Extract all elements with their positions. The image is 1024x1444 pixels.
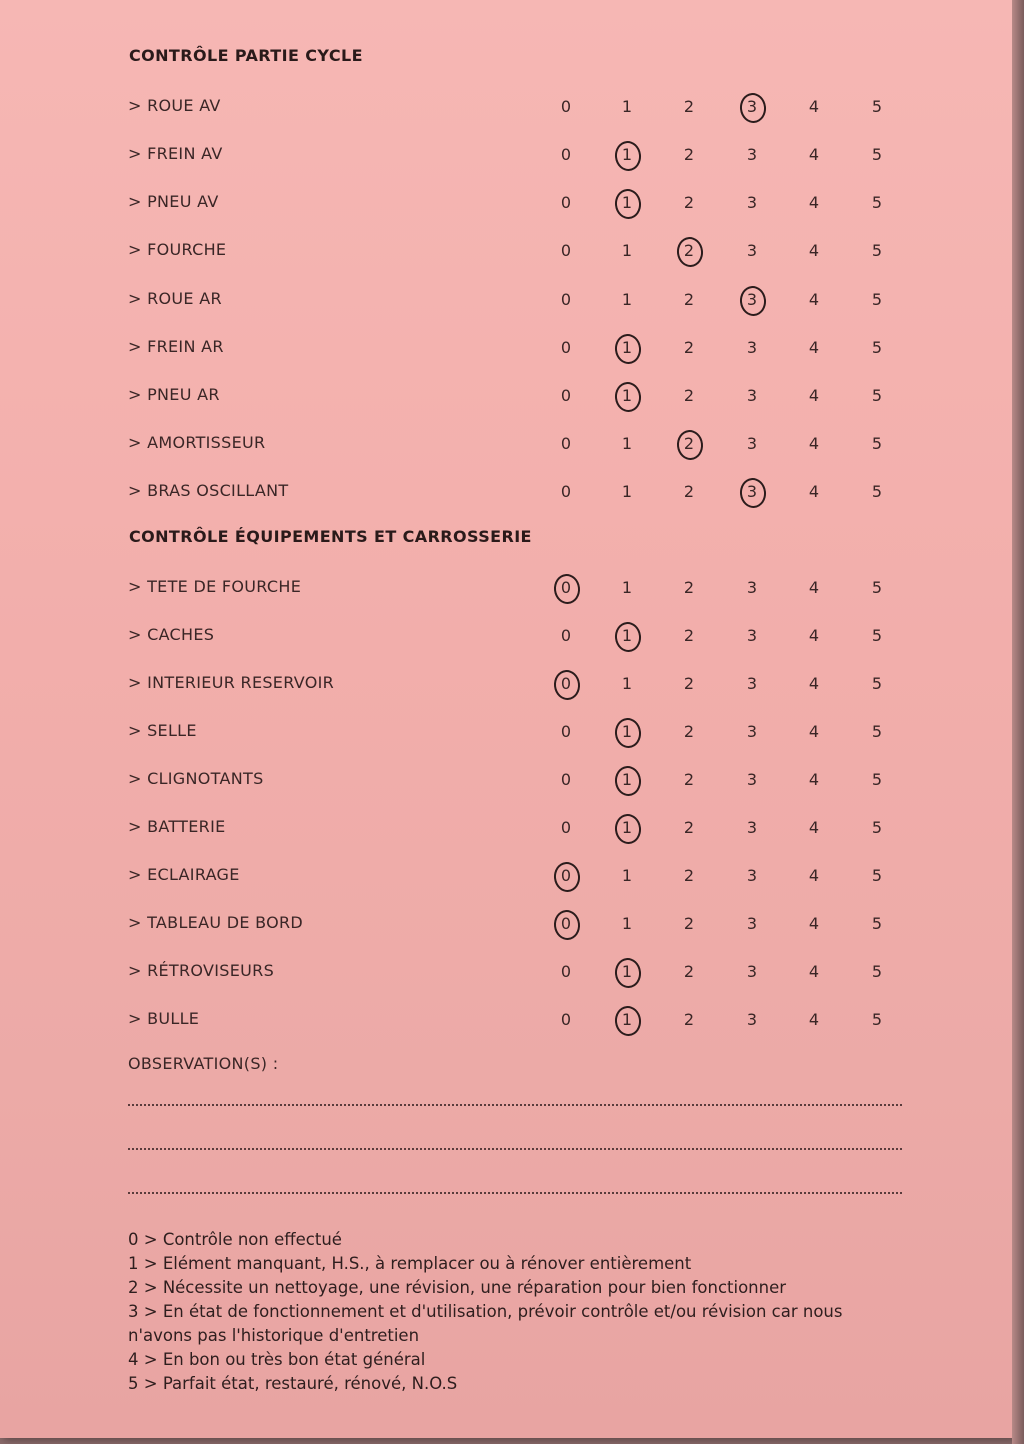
rating-row bbox=[128, 909, 908, 939]
score-option[interactable]: 2 bbox=[683, 1010, 695, 1029]
score-option[interactable]: 5 bbox=[871, 866, 883, 885]
paper-edge bbox=[1012, 0, 1024, 1444]
score-option-selected[interactable]: 2 bbox=[674, 433, 704, 455]
score-option[interactable]: 4 bbox=[808, 578, 820, 597]
score-option[interactable]: 5 bbox=[871, 338, 883, 357]
rating-row-label: > FREIN AV bbox=[128, 144, 223, 163]
rating-row-label: > FOURCHE bbox=[128, 240, 227, 259]
score-option[interactable]: 3 bbox=[746, 434, 758, 453]
legend-line-1: 1 > Elément manquant, H.S., à remplacer ou à rénover entièrement bbox=[128, 1254, 692, 1273]
score-option[interactable]: 2 bbox=[683, 145, 695, 164]
score-option[interactable]: 5 bbox=[871, 193, 883, 212]
score-option[interactable]: 5 bbox=[871, 145, 883, 164]
score-option[interactable]: 0 bbox=[560, 97, 572, 116]
observation-line-3[interactable] bbox=[128, 1192, 902, 1194]
score-option-selected[interactable]: 3 bbox=[737, 481, 767, 503]
rating-row bbox=[128, 92, 908, 122]
score-option[interactable]: 4 bbox=[808, 145, 820, 164]
score-option[interactable]: 4 bbox=[808, 241, 820, 260]
rating-row bbox=[128, 861, 908, 891]
score-option-selected[interactable]: 0 bbox=[551, 865, 581, 887]
score-option[interactable]: 5 bbox=[871, 626, 883, 645]
score-option-selected[interactable]: 1 bbox=[612, 1009, 642, 1031]
score-option[interactable]: 2 bbox=[683, 386, 695, 405]
score-option-selected[interactable]: 0 bbox=[551, 673, 581, 695]
score-option[interactable]: 5 bbox=[871, 914, 883, 933]
score-option[interactable]: 2 bbox=[683, 338, 695, 357]
score-option[interactable]: 2 bbox=[683, 290, 695, 309]
rating-row bbox=[128, 717, 908, 747]
score-option[interactable]: 5 bbox=[871, 482, 883, 501]
observation-line-1[interactable] bbox=[128, 1104, 902, 1106]
legend-line-0: 0 > Contrôle non effectué bbox=[128, 1230, 342, 1249]
score-option[interactable]: 3 bbox=[746, 1010, 758, 1029]
score-option[interactable]: 5 bbox=[871, 722, 883, 741]
score-option[interactable]: 0 bbox=[560, 962, 572, 981]
rating-row-label: > PNEU AV bbox=[128, 192, 219, 211]
score-option[interactable]: 3 bbox=[746, 338, 758, 357]
score-option[interactable]: 3 bbox=[746, 386, 758, 405]
score-option[interactable]: 3 bbox=[746, 962, 758, 981]
score-option[interactable]: 1 bbox=[621, 97, 633, 116]
score-option-selected[interactable]: 0 bbox=[551, 577, 581, 599]
score-option[interactable]: 5 bbox=[871, 97, 883, 116]
score-option[interactable]: 5 bbox=[871, 386, 883, 405]
rating-row-label: > AMORTISSEUR bbox=[128, 433, 266, 452]
rating-row bbox=[128, 573, 908, 603]
score-option[interactable]: 3 bbox=[746, 145, 758, 164]
score-option-selected[interactable]: 1 bbox=[612, 337, 642, 359]
score-option[interactable]: 5 bbox=[871, 770, 883, 789]
score-option-selected[interactable]: 1 bbox=[612, 769, 642, 791]
score-option[interactable]: 4 bbox=[808, 674, 820, 693]
score-option[interactable]: 0 bbox=[560, 482, 572, 501]
score-option[interactable]: 4 bbox=[808, 290, 820, 309]
score-option[interactable]: 1 bbox=[621, 674, 633, 693]
score-option[interactable]: 0 bbox=[560, 722, 572, 741]
score-option[interactable]: 4 bbox=[808, 722, 820, 741]
score-option[interactable]: 4 bbox=[808, 386, 820, 405]
score-option[interactable]: 2 bbox=[683, 722, 695, 741]
legend-line-3: 3 > En état de fonctionnement et d'utilisation, prévoir contrôle et/ou révision car nous n'avons pas l'historique d'entretien bbox=[128, 1302, 843, 1345]
score-option[interactable]: 5 bbox=[871, 1010, 883, 1029]
score-option[interactable]: 5 bbox=[871, 241, 883, 260]
rating-row bbox=[128, 429, 908, 459]
score-option[interactable]: 3 bbox=[746, 770, 758, 789]
rating-row bbox=[128, 140, 908, 170]
score-option-selected[interactable]: 1 bbox=[612, 721, 642, 743]
score-option[interactable]: 5 bbox=[871, 434, 883, 453]
score-option-selected[interactable]: 1 bbox=[612, 817, 642, 839]
rating-row-label: > INTERIEUR RESERVOIR bbox=[128, 673, 335, 692]
score-option[interactable]: 3 bbox=[746, 866, 758, 885]
score-option[interactable]: 4 bbox=[808, 914, 820, 933]
score-option[interactable]: 4 bbox=[808, 626, 820, 645]
score-option[interactable]: 0 bbox=[560, 241, 572, 260]
score-option[interactable]: 0 bbox=[560, 1010, 572, 1029]
score-option[interactable]: 1 bbox=[621, 482, 633, 501]
rating-row bbox=[128, 477, 908, 507]
score-option[interactable]: 5 bbox=[871, 962, 883, 981]
score-option[interactable]: 3 bbox=[746, 626, 758, 645]
score-option[interactable]: 2 bbox=[683, 866, 695, 885]
section-title-equipment: CONTRÔLE ÉQUIPEMENTS ET CARROSSERIE bbox=[129, 527, 532, 546]
rating-row-label: > SELLE bbox=[128, 721, 197, 740]
score-option[interactable]: 4 bbox=[808, 962, 820, 981]
score-option[interactable]: 4 bbox=[808, 818, 820, 837]
rating-row-label: > CACHES bbox=[128, 625, 215, 644]
score-option[interactable]: 1 bbox=[621, 290, 633, 309]
score-option[interactable]: 3 bbox=[746, 578, 758, 597]
score-option-selected[interactable]: 1 bbox=[612, 385, 642, 407]
rating-row-label: > ROUE AV bbox=[128, 96, 221, 115]
score-option[interactable]: 2 bbox=[683, 97, 695, 116]
score-option-selected[interactable]: 3 bbox=[737, 96, 767, 118]
score-option-selected[interactable]: 2 bbox=[674, 240, 704, 262]
legend-line-4: 4 > En bon ou très bon état général bbox=[128, 1350, 426, 1369]
rating-row bbox=[128, 333, 908, 363]
rating-row-label: > ROUE AR bbox=[128, 289, 222, 308]
score-option-selected[interactable]: 3 bbox=[737, 289, 767, 311]
score-option[interactable]: 5 bbox=[871, 290, 883, 309]
observations-label: OBSERVATION(S) : bbox=[128, 1054, 279, 1073]
rating-row-label: > TETE DE FOURCHE bbox=[128, 577, 302, 596]
observation-line-2[interactable] bbox=[128, 1148, 902, 1150]
score-option[interactable]: 3 bbox=[746, 674, 758, 693]
score-option[interactable]: 2 bbox=[683, 578, 695, 597]
score-option[interactable]: 5 bbox=[871, 674, 883, 693]
score-option[interactable]: 4 bbox=[808, 1010, 820, 1029]
rating-row-label: > BULLE bbox=[128, 1009, 200, 1028]
rating-row bbox=[128, 957, 908, 987]
rating-row-label: > RÉTROVISEURS bbox=[128, 961, 275, 980]
score-option[interactable]: 0 bbox=[560, 770, 572, 789]
score-option[interactable]: 2 bbox=[683, 770, 695, 789]
score-option[interactable]: 0 bbox=[560, 338, 572, 357]
score-option[interactable]: 2 bbox=[683, 193, 695, 212]
score-option[interactable]: 0 bbox=[560, 193, 572, 212]
rating-row bbox=[128, 188, 908, 218]
score-option[interactable]: 0 bbox=[560, 290, 572, 309]
score-option-selected[interactable]: 1 bbox=[612, 625, 642, 647]
score-option[interactable]: 0 bbox=[560, 145, 572, 164]
rating-row-label: > ECLAIRAGE bbox=[128, 865, 240, 884]
score-option[interactable]: 4 bbox=[808, 866, 820, 885]
score-option[interactable]: 1 bbox=[621, 241, 633, 260]
rating-row bbox=[128, 621, 908, 651]
rating-row-label: > CLIGNOTANTS bbox=[128, 769, 264, 788]
score-option[interactable]: 1 bbox=[621, 578, 633, 597]
rating-row bbox=[128, 765, 908, 795]
rating-legend bbox=[128, 1228, 898, 1396]
score-option-selected[interactable]: 1 bbox=[612, 144, 642, 166]
score-option[interactable]: 5 bbox=[871, 578, 883, 597]
score-option[interactable]: 3 bbox=[746, 722, 758, 741]
score-option-selected[interactable]: 0 bbox=[551, 913, 581, 935]
rating-row bbox=[128, 285, 908, 315]
rating-row-label: > FREIN AR bbox=[128, 337, 224, 356]
rating-row-label: > BRAS OSCILLANT bbox=[128, 481, 289, 500]
score-option[interactable]: 5 bbox=[871, 818, 883, 837]
legend-line-2: 2 > Nécessite un nettoyage, une révision, une réparation pour bien fonctionner bbox=[128, 1278, 787, 1297]
score-option[interactable]: 4 bbox=[808, 434, 820, 453]
legend-line-5: 5 > Parfait état, restauré, rénové, N.O.S bbox=[128, 1374, 458, 1393]
rating-row-label: > TABLEAU DE BORD bbox=[128, 913, 304, 932]
section-title-cycle: CONTRÔLE PARTIE CYCLE bbox=[129, 46, 363, 65]
score-option[interactable]: 4 bbox=[808, 193, 820, 212]
score-option[interactable]: 3 bbox=[746, 818, 758, 837]
score-option[interactable]: 4 bbox=[808, 482, 820, 501]
rating-row bbox=[128, 381, 908, 411]
score-option[interactable]: 1 bbox=[621, 866, 633, 885]
score-option[interactable]: 4 bbox=[808, 770, 820, 789]
rating-row-label: > PNEU AR bbox=[128, 385, 220, 404]
score-option[interactable]: 0 bbox=[560, 386, 572, 405]
score-option[interactable]: 2 bbox=[683, 962, 695, 981]
rating-row bbox=[128, 669, 908, 699]
score-option[interactable]: 4 bbox=[808, 338, 820, 357]
score-option[interactable]: 0 bbox=[560, 818, 572, 837]
score-option[interactable]: 3 bbox=[746, 914, 758, 933]
score-option[interactable]: 1 bbox=[621, 914, 633, 933]
score-option[interactable]: 0 bbox=[560, 626, 572, 645]
score-option[interactable]: 2 bbox=[683, 674, 695, 693]
score-option[interactable]: 3 bbox=[746, 193, 758, 212]
score-option[interactable]: 2 bbox=[683, 818, 695, 837]
score-option[interactable]: 2 bbox=[683, 482, 695, 501]
rating-row-label: > BATTERIE bbox=[128, 817, 226, 836]
score-option-selected[interactable]: 1 bbox=[612, 192, 642, 214]
score-option-selected[interactable]: 1 bbox=[612, 961, 642, 983]
score-option[interactable]: 2 bbox=[683, 914, 695, 933]
rating-row bbox=[128, 236, 908, 266]
rating-row bbox=[128, 1005, 908, 1035]
score-option[interactable]: 3 bbox=[746, 241, 758, 260]
score-option[interactable]: 2 bbox=[683, 626, 695, 645]
score-option[interactable]: 4 bbox=[808, 97, 820, 116]
score-option[interactable]: 0 bbox=[560, 434, 572, 453]
score-option[interactable]: 1 bbox=[621, 434, 633, 453]
rating-row bbox=[128, 813, 908, 843]
